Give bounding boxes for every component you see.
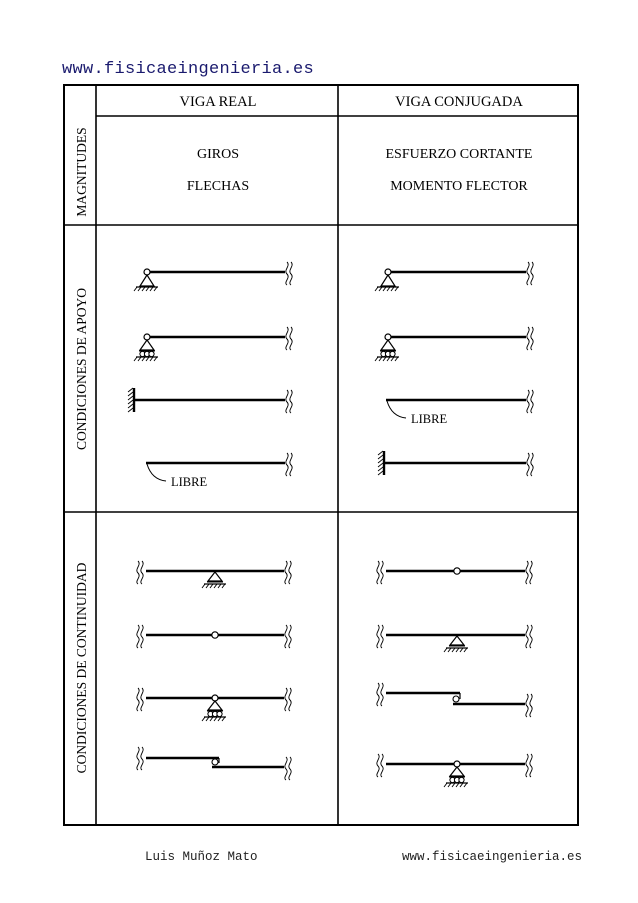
real-support-free bbox=[146, 453, 292, 489]
footer-url[interactable]: www.fisicaeingenieria.es bbox=[402, 850, 583, 864]
free-end-label: LIBRE bbox=[171, 475, 208, 489]
footer-author: Luis Muñoz Mato bbox=[145, 850, 258, 864]
site-url-header[interactable]: www.fisicaeingenieria.es bbox=[62, 60, 315, 79]
real-support-roller bbox=[134, 327, 292, 361]
real-magnitude-rotations: GIROS bbox=[196, 147, 240, 162]
row-label-magnitudes: MAGNITUDES bbox=[74, 127, 89, 217]
conjugate-continuity-guided-joint bbox=[377, 683, 532, 717]
real-continuity-internal-hinge bbox=[137, 625, 291, 648]
real-support-pinned bbox=[134, 262, 292, 291]
column-header-real: VIGA REAL bbox=[179, 94, 257, 110]
row-label-continuity-conditions: CONDICIONES DE CONTINUIDAD bbox=[74, 562, 89, 774]
real-support-fixed bbox=[128, 388, 292, 413]
real-magnitude-deflections: FLECHAS bbox=[186, 179, 250, 194]
conjugate-continuity-hinge-on-support bbox=[377, 754, 532, 787]
real-continuity-intermediate-support bbox=[137, 561, 291, 588]
free-end-label: LIBRE bbox=[411, 412, 448, 426]
conjugate-support-pinned bbox=[375, 262, 533, 291]
real-continuity-guided-joint bbox=[137, 747, 291, 780]
real-continuity-hinge-on-support bbox=[137, 688, 291, 721]
column-header-conjugate: VIGA CONJUGADA bbox=[395, 94, 523, 110]
conjugate-support-free bbox=[386, 390, 533, 426]
conjugate-magnitude-shear: ESFUERZO CORTANTE bbox=[385, 147, 533, 162]
conjugate-support-roller bbox=[375, 327, 533, 361]
conjugate-support-fixed bbox=[378, 451, 533, 476]
conjugate-continuity-internal-hinge bbox=[377, 561, 532, 584]
conjugate-continuity-intermediate-support bbox=[377, 625, 532, 652]
table-grid bbox=[64, 85, 578, 825]
row-label-support-conditions: CONDICIONES DE APOYO bbox=[74, 287, 89, 451]
conjugate-magnitude-moment: MOMENTO FLECTOR bbox=[390, 179, 528, 194]
